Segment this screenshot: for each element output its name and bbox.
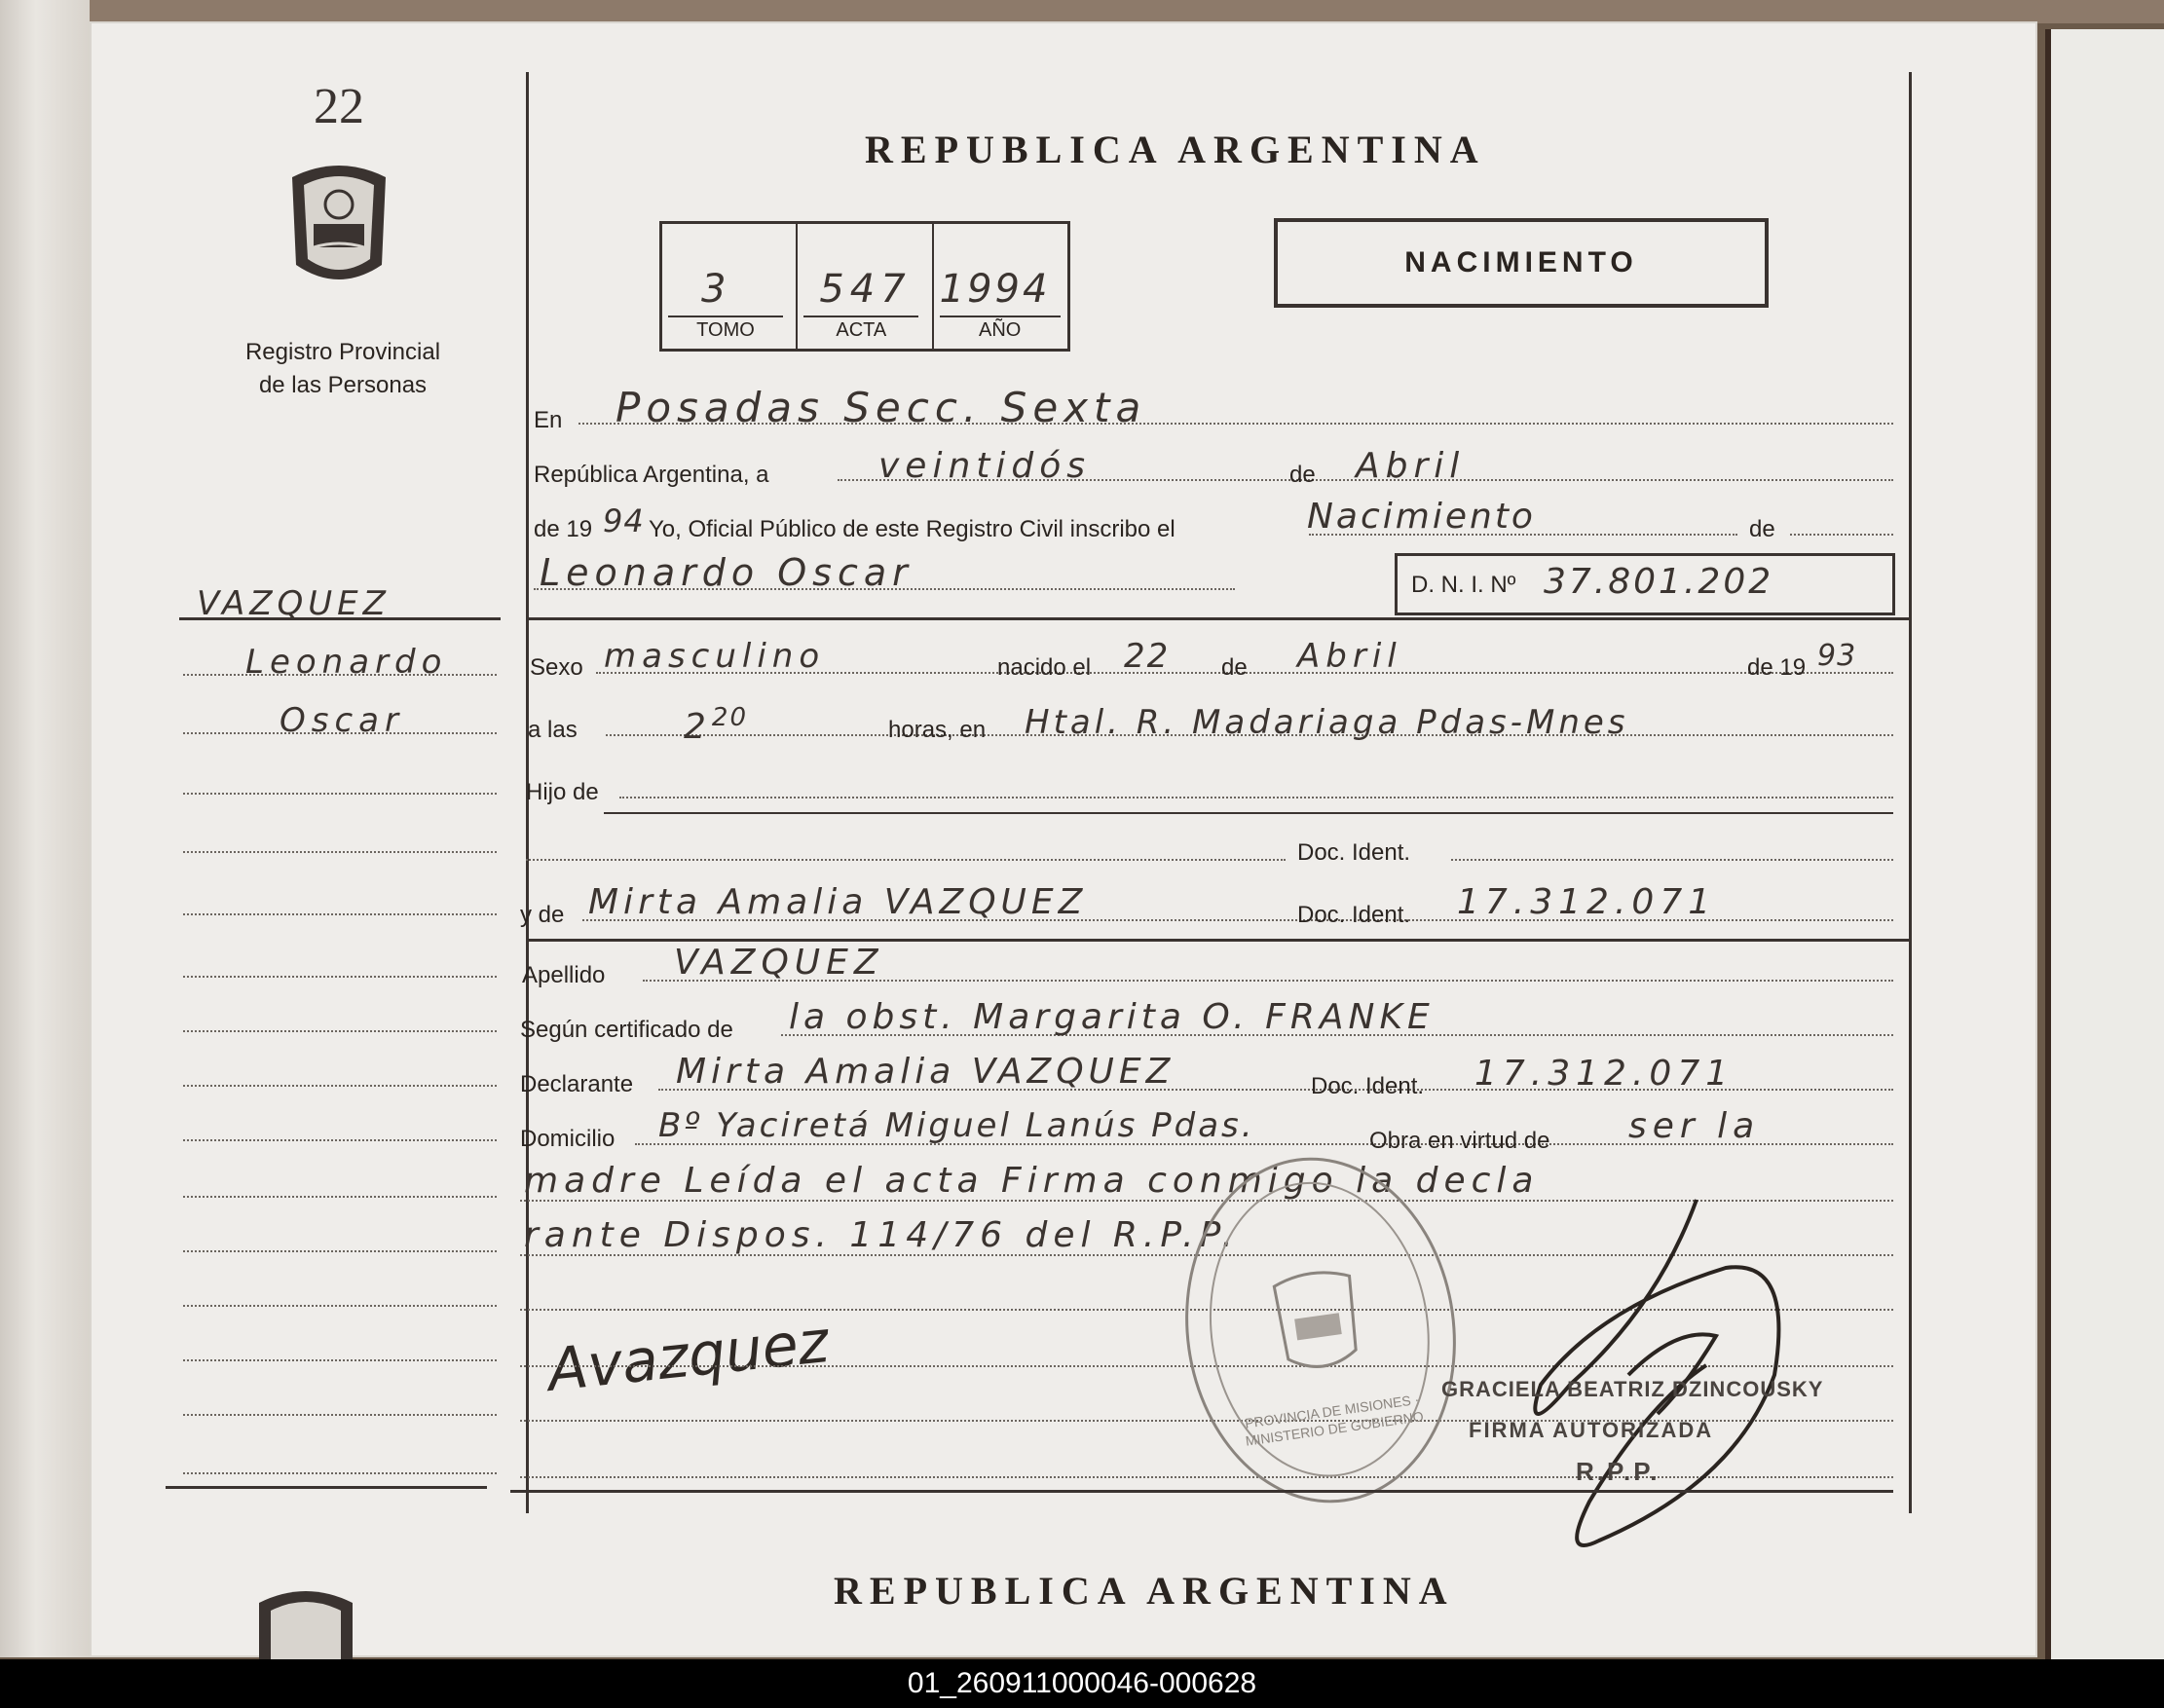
margin-line	[183, 1414, 497, 1416]
record-type-box: NACIMIENTO	[1274, 218, 1769, 308]
yde-label: y de	[520, 902, 565, 928]
image-id-bar	[0, 1659, 2164, 1708]
margin-line	[183, 1305, 497, 1307]
nacido-mes: Abril	[1297, 637, 1402, 676]
declarante-doc: 17.312.071	[1474, 1054, 1735, 1094]
stamp-text: PROVINCIA DE MISIONES · MINISTERIO DE GOBIERNO	[1244, 1391, 1425, 1449]
lugar-value: Htal. R. Madariaga Pdas-Mnes	[1025, 703, 1629, 742]
doc-ident-label2: Doc. Ident.	[1297, 902, 1411, 928]
doc-ident-label3: Doc. Ident.	[1311, 1073, 1425, 1099]
madre-value: Mirta Amalia VAZQUEZ	[588, 882, 1088, 922]
margin-line	[183, 851, 497, 853]
margin-line	[183, 1030, 497, 1032]
background-edge	[90, 0, 2164, 23]
image-id: 01_260911000046-000628	[907, 1667, 1257, 1699]
form-right-border	[1909, 72, 1912, 1513]
registry-line1: Registro Provincial	[244, 339, 441, 365]
official-name: GRACIELA BEATRIZ DZINCOUSKY	[1441, 1377, 1824, 1401]
sexo-label: Sexo	[530, 654, 583, 681]
margin-line	[183, 1139, 497, 1141]
declarante-label: Declarante	[520, 1071, 634, 1097]
dni-label: D. N. I. Nº	[1411, 572, 1516, 598]
hora-minutes: 20	[711, 703, 748, 732]
doc-ident-label: Doc. Ident.	[1297, 839, 1411, 866]
de-label3: de	[1221, 654, 1248, 681]
de-label: de	[1289, 462, 1316, 488]
dia-value: veintidós	[878, 446, 1092, 486]
de19-label: de 19	[534, 516, 593, 542]
certificado-value: la obst. Margarita O. FRANKE	[789, 997, 1435, 1037]
observaciones-line1: madre Leída el acta Firma conmigo la decla	[524, 1161, 1540, 1201]
declarante-value: Mirta Amalia VAZQUEZ	[676, 1052, 1175, 1092]
anio-value: 1994	[939, 267, 1051, 312]
obra-value: ser la	[1628, 1106, 1761, 1146]
next-country-title: REPUBLICA ARGENTINA	[834, 1569, 1455, 1613]
margin-line	[183, 1472, 497, 1474]
madre-doc: 17.312.071	[1457, 882, 1717, 922]
domicilio-label: Domicilio	[520, 1126, 616, 1152]
registry-line2: de las Personas	[258, 372, 428, 398]
margin-surname: VAZQUEZ	[197, 584, 391, 623]
apellido-label: Apellido	[522, 962, 606, 988]
certificado-label: Según certificado de	[520, 1017, 733, 1043]
next-province-seal-icon	[251, 1583, 360, 1661]
margin-name1: Leonardo	[245, 643, 448, 682]
facing-page	[2045, 29, 2164, 1665]
hijo-label: Hijo de	[526, 779, 599, 805]
margin-line	[183, 1359, 497, 1361]
acta-label: ACTA	[836, 319, 887, 341]
acta-value: 547	[819, 267, 912, 312]
margin-line	[183, 1085, 497, 1087]
domicilio-value: Bº Yaciretá Miguel Lanús Pdas.	[658, 1106, 1255, 1145]
stamp-emblem-icon	[1266, 1262, 1367, 1380]
alas-label: a las	[528, 717, 578, 743]
nombre-value: Leonardo Oscar	[540, 551, 914, 594]
margin-dotted-lines	[183, 21, 501, 1579]
oficial-text: Yo, Oficial Público de este Registro Civil inscribo el	[649, 516, 1175, 542]
margin-line	[183, 913, 497, 915]
book-spine	[0, 0, 90, 1657]
horas-en-label: horas, en	[888, 717, 987, 743]
republica-label: República Argentina, a	[534, 462, 769, 488]
apellido-value: VAZQUEZ	[674, 943, 884, 983]
declarant-signature: Avazquez	[544, 1308, 833, 1405]
tomo-value: 3	[701, 267, 732, 312]
anio-written: 94	[603, 502, 645, 539]
official-signature	[1482, 1190, 1833, 1560]
mes-value: Abril	[1356, 446, 1466, 486]
sexo-value: masculino	[604, 637, 826, 676]
margin-line	[183, 1250, 497, 1252]
page-number: 22	[314, 79, 364, 134]
margin-name2: Oscar	[280, 701, 404, 740]
nacido-anio: 93	[1817, 639, 1857, 673]
obra-label: Obra en virtud de	[1369, 1128, 1550, 1154]
en-label: En	[534, 407, 563, 433]
country-title: REPUBLICA ARGENTINA	[865, 128, 1486, 171]
nacido-label: nacido el	[997, 654, 1092, 681]
margin-line	[183, 976, 497, 978]
en-value: Posadas Secc. Sexta	[616, 384, 1147, 431]
observaciones-line2: rante Dispos. 114/76 del R.P.P.	[524, 1215, 1239, 1255]
margin-line	[183, 793, 497, 795]
anio-label: AÑO	[978, 319, 1022, 341]
de1993-label: de 19	[1747, 654, 1807, 681]
dni-value: 37.801.202	[1544, 562, 1774, 602]
de-label2: de	[1749, 516, 1775, 542]
nacido-dia: 22	[1124, 637, 1171, 676]
tomo-label: TOMO	[696, 319, 755, 341]
margin-line	[183, 1196, 497, 1198]
register-page	[90, 21, 2037, 1657]
hora-main: 2	[684, 707, 712, 747]
official-title: FIRMA AUTORIZADA	[1469, 1418, 1714, 1442]
inscribo-value: Nacimiento	[1307, 497, 1536, 537]
form-bottom-rule	[510, 1490, 1893, 1493]
official-org: R.P.P.	[1576, 1457, 1660, 1486]
margin-bottom-rule	[166, 1486, 487, 1489]
